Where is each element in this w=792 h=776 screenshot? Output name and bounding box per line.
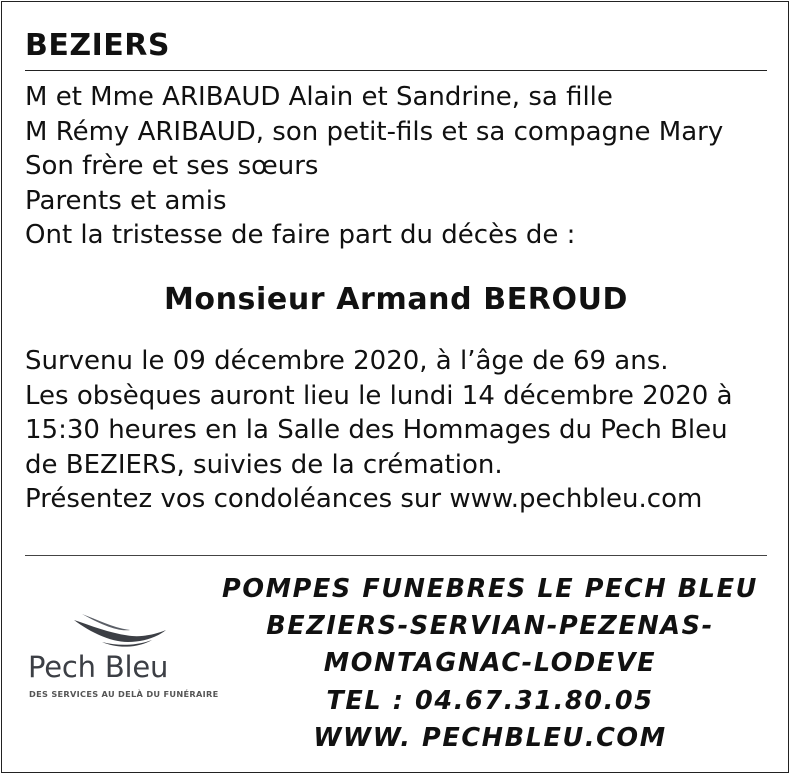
company-name: POMPES FUNEBRES LE PECH BLEU [222,574,758,604]
family-line: Parents et amis [25,185,227,216]
funeral-home-info [200,571,780,757]
details-line: 15:30 heures en la Salle des Hommages du Pech Bleu [25,415,728,445]
details-line: de BEZIERS, suivies de la crémation. [25,449,503,480]
company-phone: TEL : 04.67.31.80.05 [326,685,654,716]
pech-bleu-logo [24,612,219,702]
company-locations: BEZIERS-SERVIAN-PEZENAS- [266,611,714,642]
family-line: M Rémy ARIBAUD, son petit-fils et sa compagne Mary [25,116,724,147]
details-line: Les obsèques auront lieu le lundi 14 décembre 2020 à [25,380,733,411]
bird-swoosh-icon [72,612,168,648]
section-divider [25,555,767,556]
family-announcement [25,80,723,253]
details-line: Présentez vos condoléances sur www.pechbleu.com [25,484,703,514]
deceased-name: Monsieur Armand BEROUD [163,282,629,317]
family-line: M et Mme ARIBAUD Alain et Sandrine, sa fille [25,82,613,112]
logo-tagline: DES SERVICES AU DELÀ DU FUNÉRAIRE [29,689,219,699]
logo-wordmark: Pech Bleu [28,650,169,684]
details-line: Survenu le 09 décembre 2020, à l’âge de 69 ans. [25,346,669,376]
heading-divider [25,70,767,71]
family-line: Ont la tristesse de faire part du décès de : [25,220,576,250]
city-heading: BEZIERS [25,28,170,63]
family-line: Son frère et ses sœurs [25,151,319,181]
company-website: WWW. PECHBLEU.COM [313,722,667,753]
company-locations: MONTAGNAC-LODEVE [323,648,657,679]
funeral-details [25,344,733,517]
